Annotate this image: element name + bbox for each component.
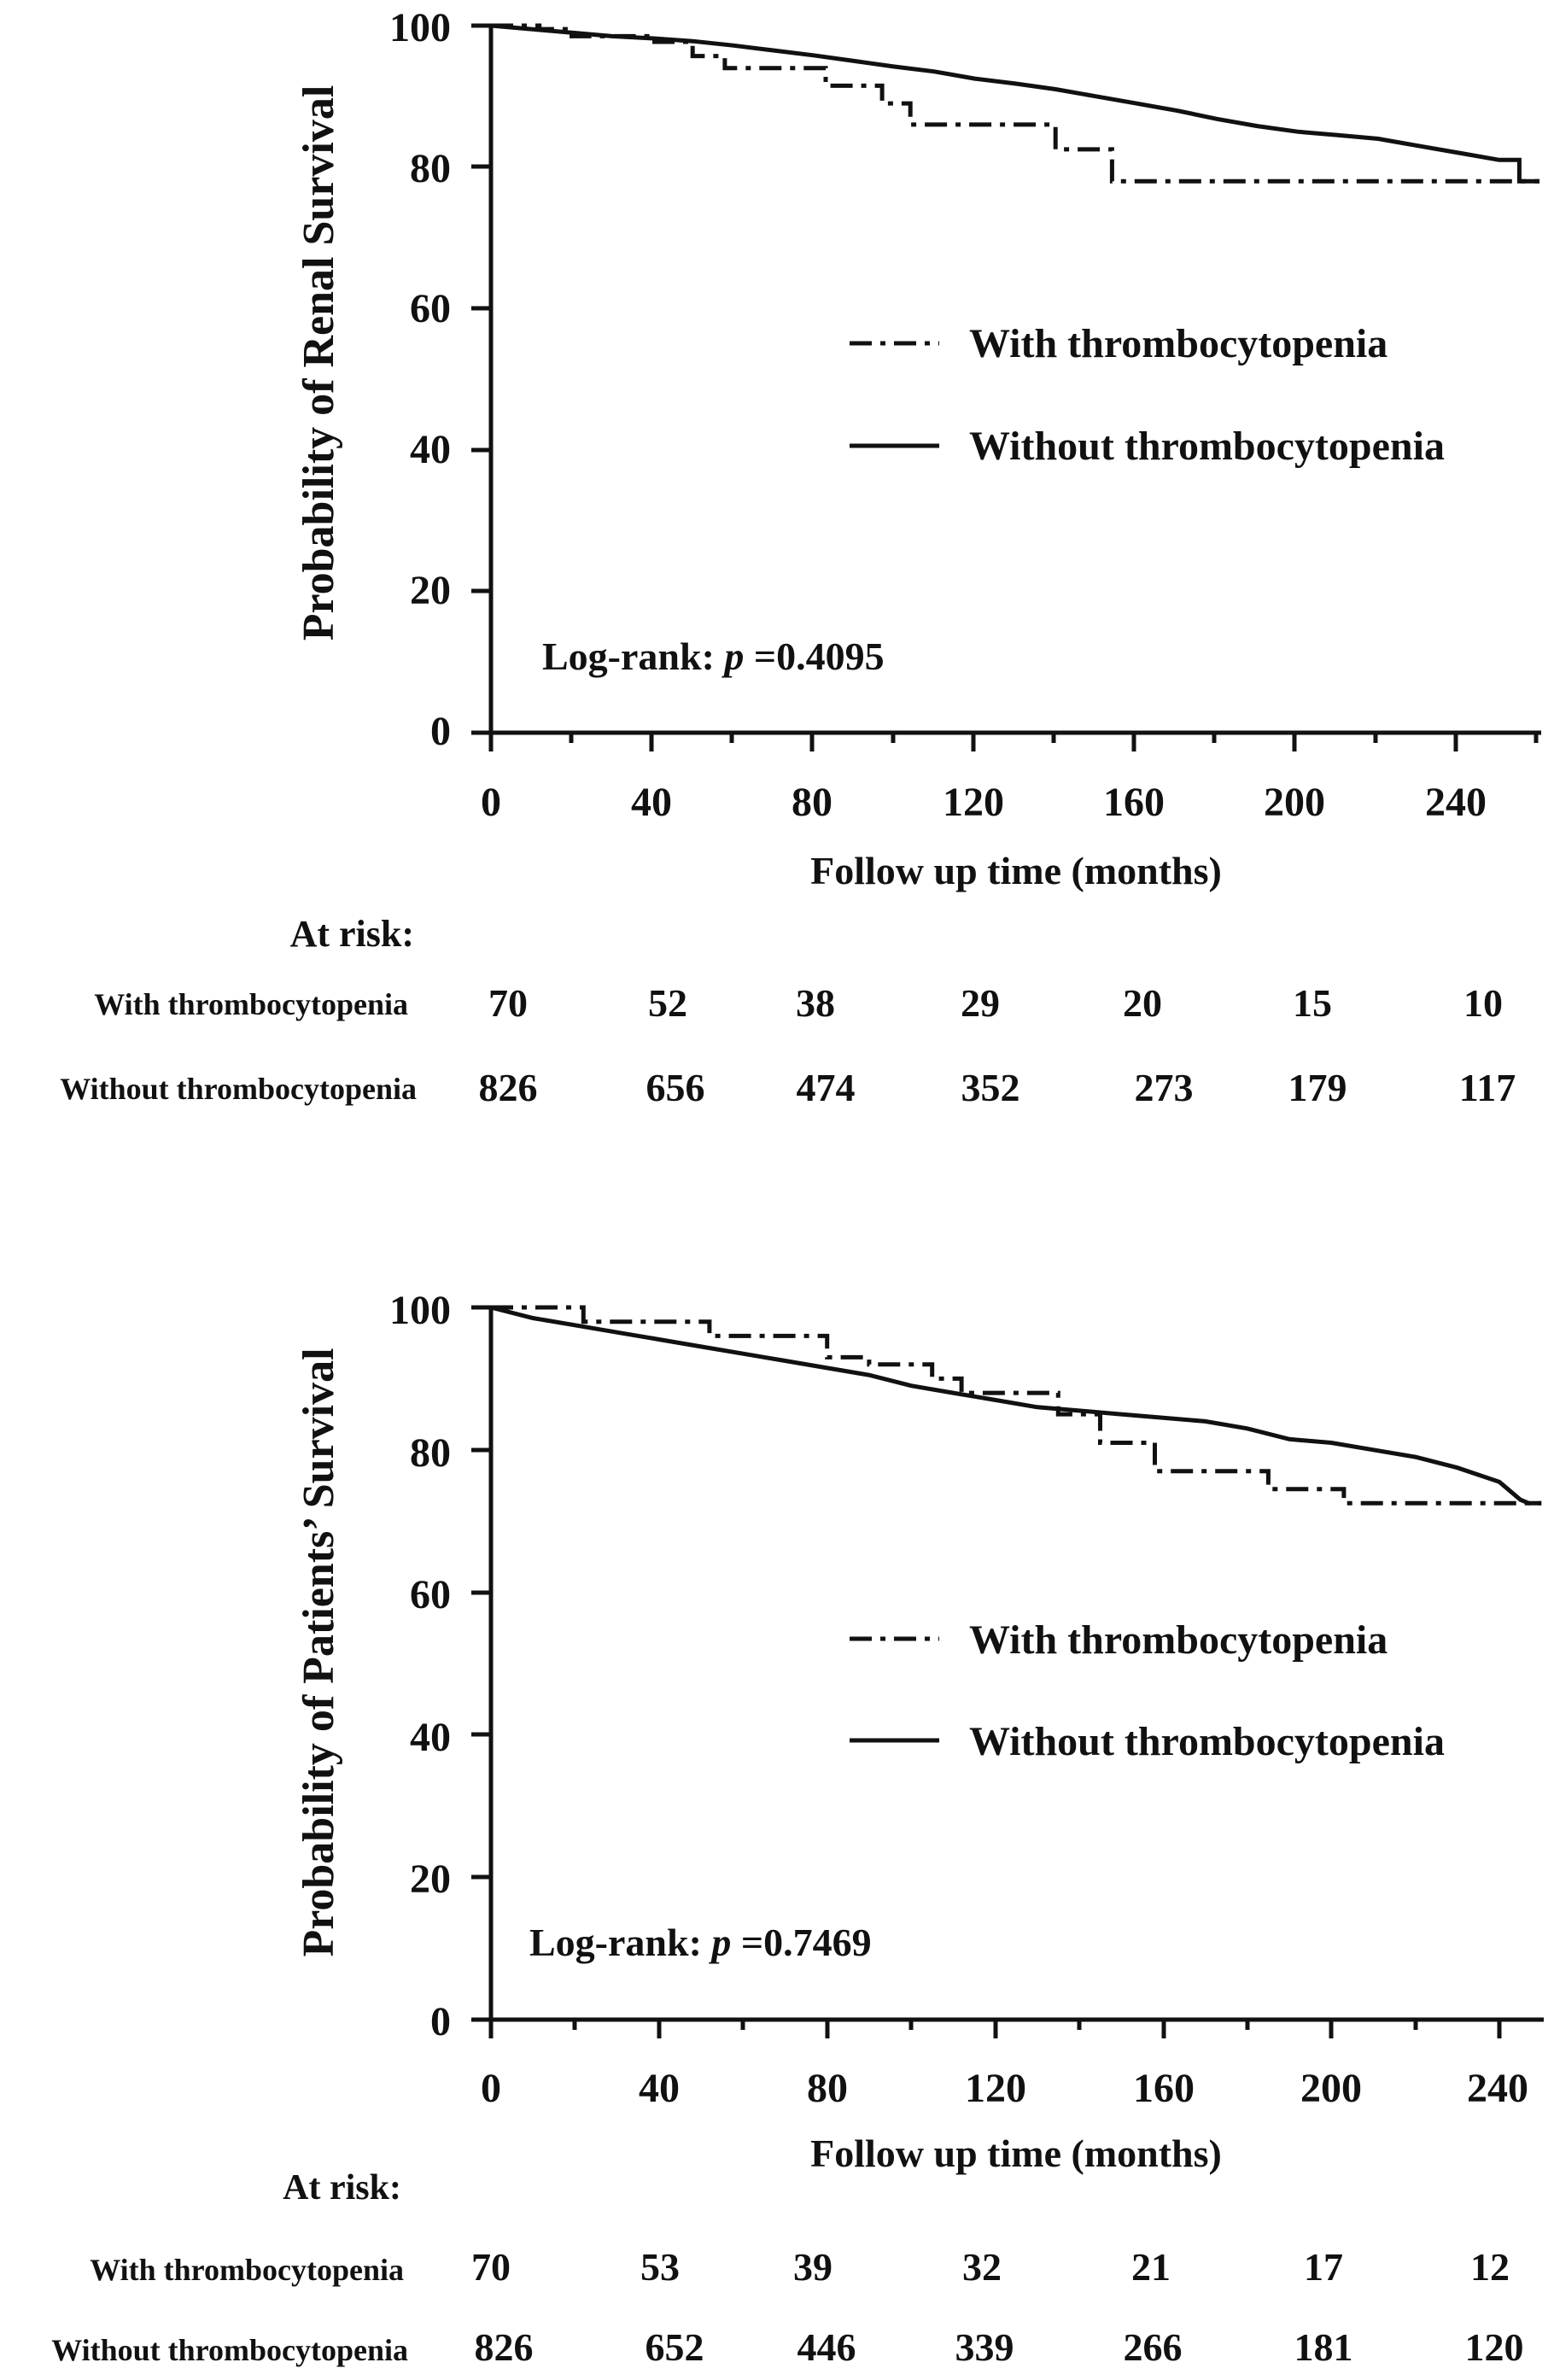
panel-patients-survival xyxy=(51,1288,1544,2369)
curve-without-thrombocytopenia xyxy=(491,1307,1541,1503)
at-risk-value: 652 xyxy=(645,2325,704,2369)
at-risk-row-label: With thrombocytopenia xyxy=(90,2253,404,2287)
y-axis-label: Probability of Patients’ Survival xyxy=(295,1348,343,1957)
at-risk-value: 117 xyxy=(1458,1066,1516,1109)
y-tick-label: 40 xyxy=(410,427,451,472)
x-tick-labels xyxy=(481,2066,1528,2111)
x-tick-label: 120 xyxy=(965,2066,1026,2111)
at-risk-value: 181 xyxy=(1294,2325,1353,2369)
at-risk-value: 70 xyxy=(488,981,528,1025)
x-tick-label: 200 xyxy=(1264,780,1325,825)
at-risk-label: At risk: xyxy=(289,913,414,955)
at-risk-value: 38 xyxy=(796,981,835,1025)
at-risk-value: 273 xyxy=(1134,1066,1194,1109)
at-risk-row-label: With thrombocytopenia xyxy=(94,987,408,1021)
at-risk-value: 826 xyxy=(478,1066,538,1109)
at-risk-values xyxy=(479,981,1516,1109)
y-tick-label: 60 xyxy=(410,286,451,331)
log-rank-annotation xyxy=(542,634,885,678)
x-ticks xyxy=(491,733,1536,751)
at-risk-value: 826 xyxy=(474,2325,534,2369)
p-symbol: p xyxy=(711,1921,732,1964)
x-tick-label: 160 xyxy=(1103,780,1165,825)
y-tick-label: 20 xyxy=(410,568,451,613)
at-risk-value: 179 xyxy=(1288,1066,1347,1109)
x-tick-label: 80 xyxy=(807,2066,848,2111)
at-risk-value: 12 xyxy=(1470,2245,1510,2289)
x-ticks xyxy=(491,2020,1499,2038)
y-tick-label: 100 xyxy=(389,5,451,50)
x-tick-label: 160 xyxy=(1133,2066,1195,2111)
panel-renal-survival xyxy=(60,5,1541,1109)
y-axis-label: Probability of Renal Survival xyxy=(295,85,343,641)
at-risk-value: 20 xyxy=(1123,981,1162,1025)
survival-curves xyxy=(491,26,1539,181)
p-symbol: p xyxy=(724,634,745,678)
at-risk-value: 39 xyxy=(793,2245,832,2289)
x-axis-label: Follow up time (months) xyxy=(810,2131,1222,2175)
at-risk-value: 120 xyxy=(1464,2325,1524,2369)
x-tick-label: 200 xyxy=(1300,2066,1362,2111)
at-risk-table xyxy=(60,913,1516,1109)
legend-label-with: With thrombocytopenia xyxy=(969,1617,1388,1663)
survival-curves xyxy=(491,1307,1541,1503)
at-risk-value: 70 xyxy=(471,2245,511,2289)
at-risk-value: 53 xyxy=(640,2245,680,2289)
at-risk-value: 266 xyxy=(1123,2325,1183,2369)
x-tick-label: 240 xyxy=(1425,780,1487,825)
legend-label-without: Without thrombocytopenia xyxy=(969,424,1445,469)
legend-label-without: Without thrombocytopenia xyxy=(969,1719,1445,1764)
at-risk-value: 15 xyxy=(1293,981,1332,1025)
y-tick-label: 100 xyxy=(389,1288,451,1333)
at-risk-row-label: Without thrombocytopenia xyxy=(51,2333,408,2367)
x-tick-label: 0 xyxy=(481,780,501,825)
at-risk-values xyxy=(471,2245,1524,2369)
log-rank-prefix: Log-rank: xyxy=(529,1921,712,1964)
y-tick-label: 80 xyxy=(410,146,451,191)
legend xyxy=(850,1617,1445,1764)
log-rank-prefix: Log-rank: xyxy=(542,634,725,678)
legend-label-with: With thrombocytopenia xyxy=(969,321,1388,366)
y-tick-label: 0 xyxy=(430,1999,451,2044)
x-tick-label: 120 xyxy=(943,780,1004,825)
at-risk-row-label: Without thrombocytopenia xyxy=(60,1072,417,1106)
y-tick-label: 80 xyxy=(410,1430,451,1476)
at-risk-value: 52 xyxy=(648,981,687,1025)
at-risk-value: 17 xyxy=(1304,2245,1343,2289)
y-tick-label: 40 xyxy=(410,1715,451,1760)
x-tick-label: 240 xyxy=(1467,2066,1528,2111)
y-ticks xyxy=(471,1307,491,2020)
y-tick-labels xyxy=(389,1288,451,2044)
at-risk-table xyxy=(51,2168,1523,2369)
x-tick-label: 80 xyxy=(792,780,832,825)
p-value: =0.7469 xyxy=(731,1921,872,1964)
log-rank-annotation xyxy=(529,1921,872,1964)
y-tick-label: 0 xyxy=(430,709,451,754)
y-tick-label: 20 xyxy=(410,1857,451,1902)
at-risk-value: 21 xyxy=(1131,2245,1171,2289)
at-risk-value: 352 xyxy=(961,1066,1020,1109)
at-risk-value: 339 xyxy=(955,2325,1014,2369)
at-risk-value: 446 xyxy=(797,2325,856,2369)
at-risk-value: 474 xyxy=(796,1066,856,1109)
x-tick-label: 40 xyxy=(639,2066,680,2111)
x-tick-label: 0 xyxy=(481,2066,501,2111)
at-risk-value: 29 xyxy=(961,981,1000,1025)
at-risk-value: 32 xyxy=(962,2245,1002,2289)
at-risk-label: At risk: xyxy=(283,2168,401,2207)
y-tick-labels xyxy=(389,5,451,754)
legend xyxy=(850,321,1445,469)
at-risk-value: 656 xyxy=(646,1066,705,1109)
x-tick-label: 40 xyxy=(631,780,672,825)
curve-with-thrombocytopenia xyxy=(491,26,1539,181)
x-tick-labels xyxy=(481,780,1487,825)
p-value: =0.4095 xyxy=(744,634,885,678)
y-tick-label: 60 xyxy=(410,1572,451,1617)
x-axis-label: Follow up time (months) xyxy=(810,849,1222,892)
y-ticks xyxy=(471,26,491,733)
at-risk-value: 10 xyxy=(1463,981,1503,1025)
curve-without-thrombocytopenia xyxy=(491,26,1539,181)
